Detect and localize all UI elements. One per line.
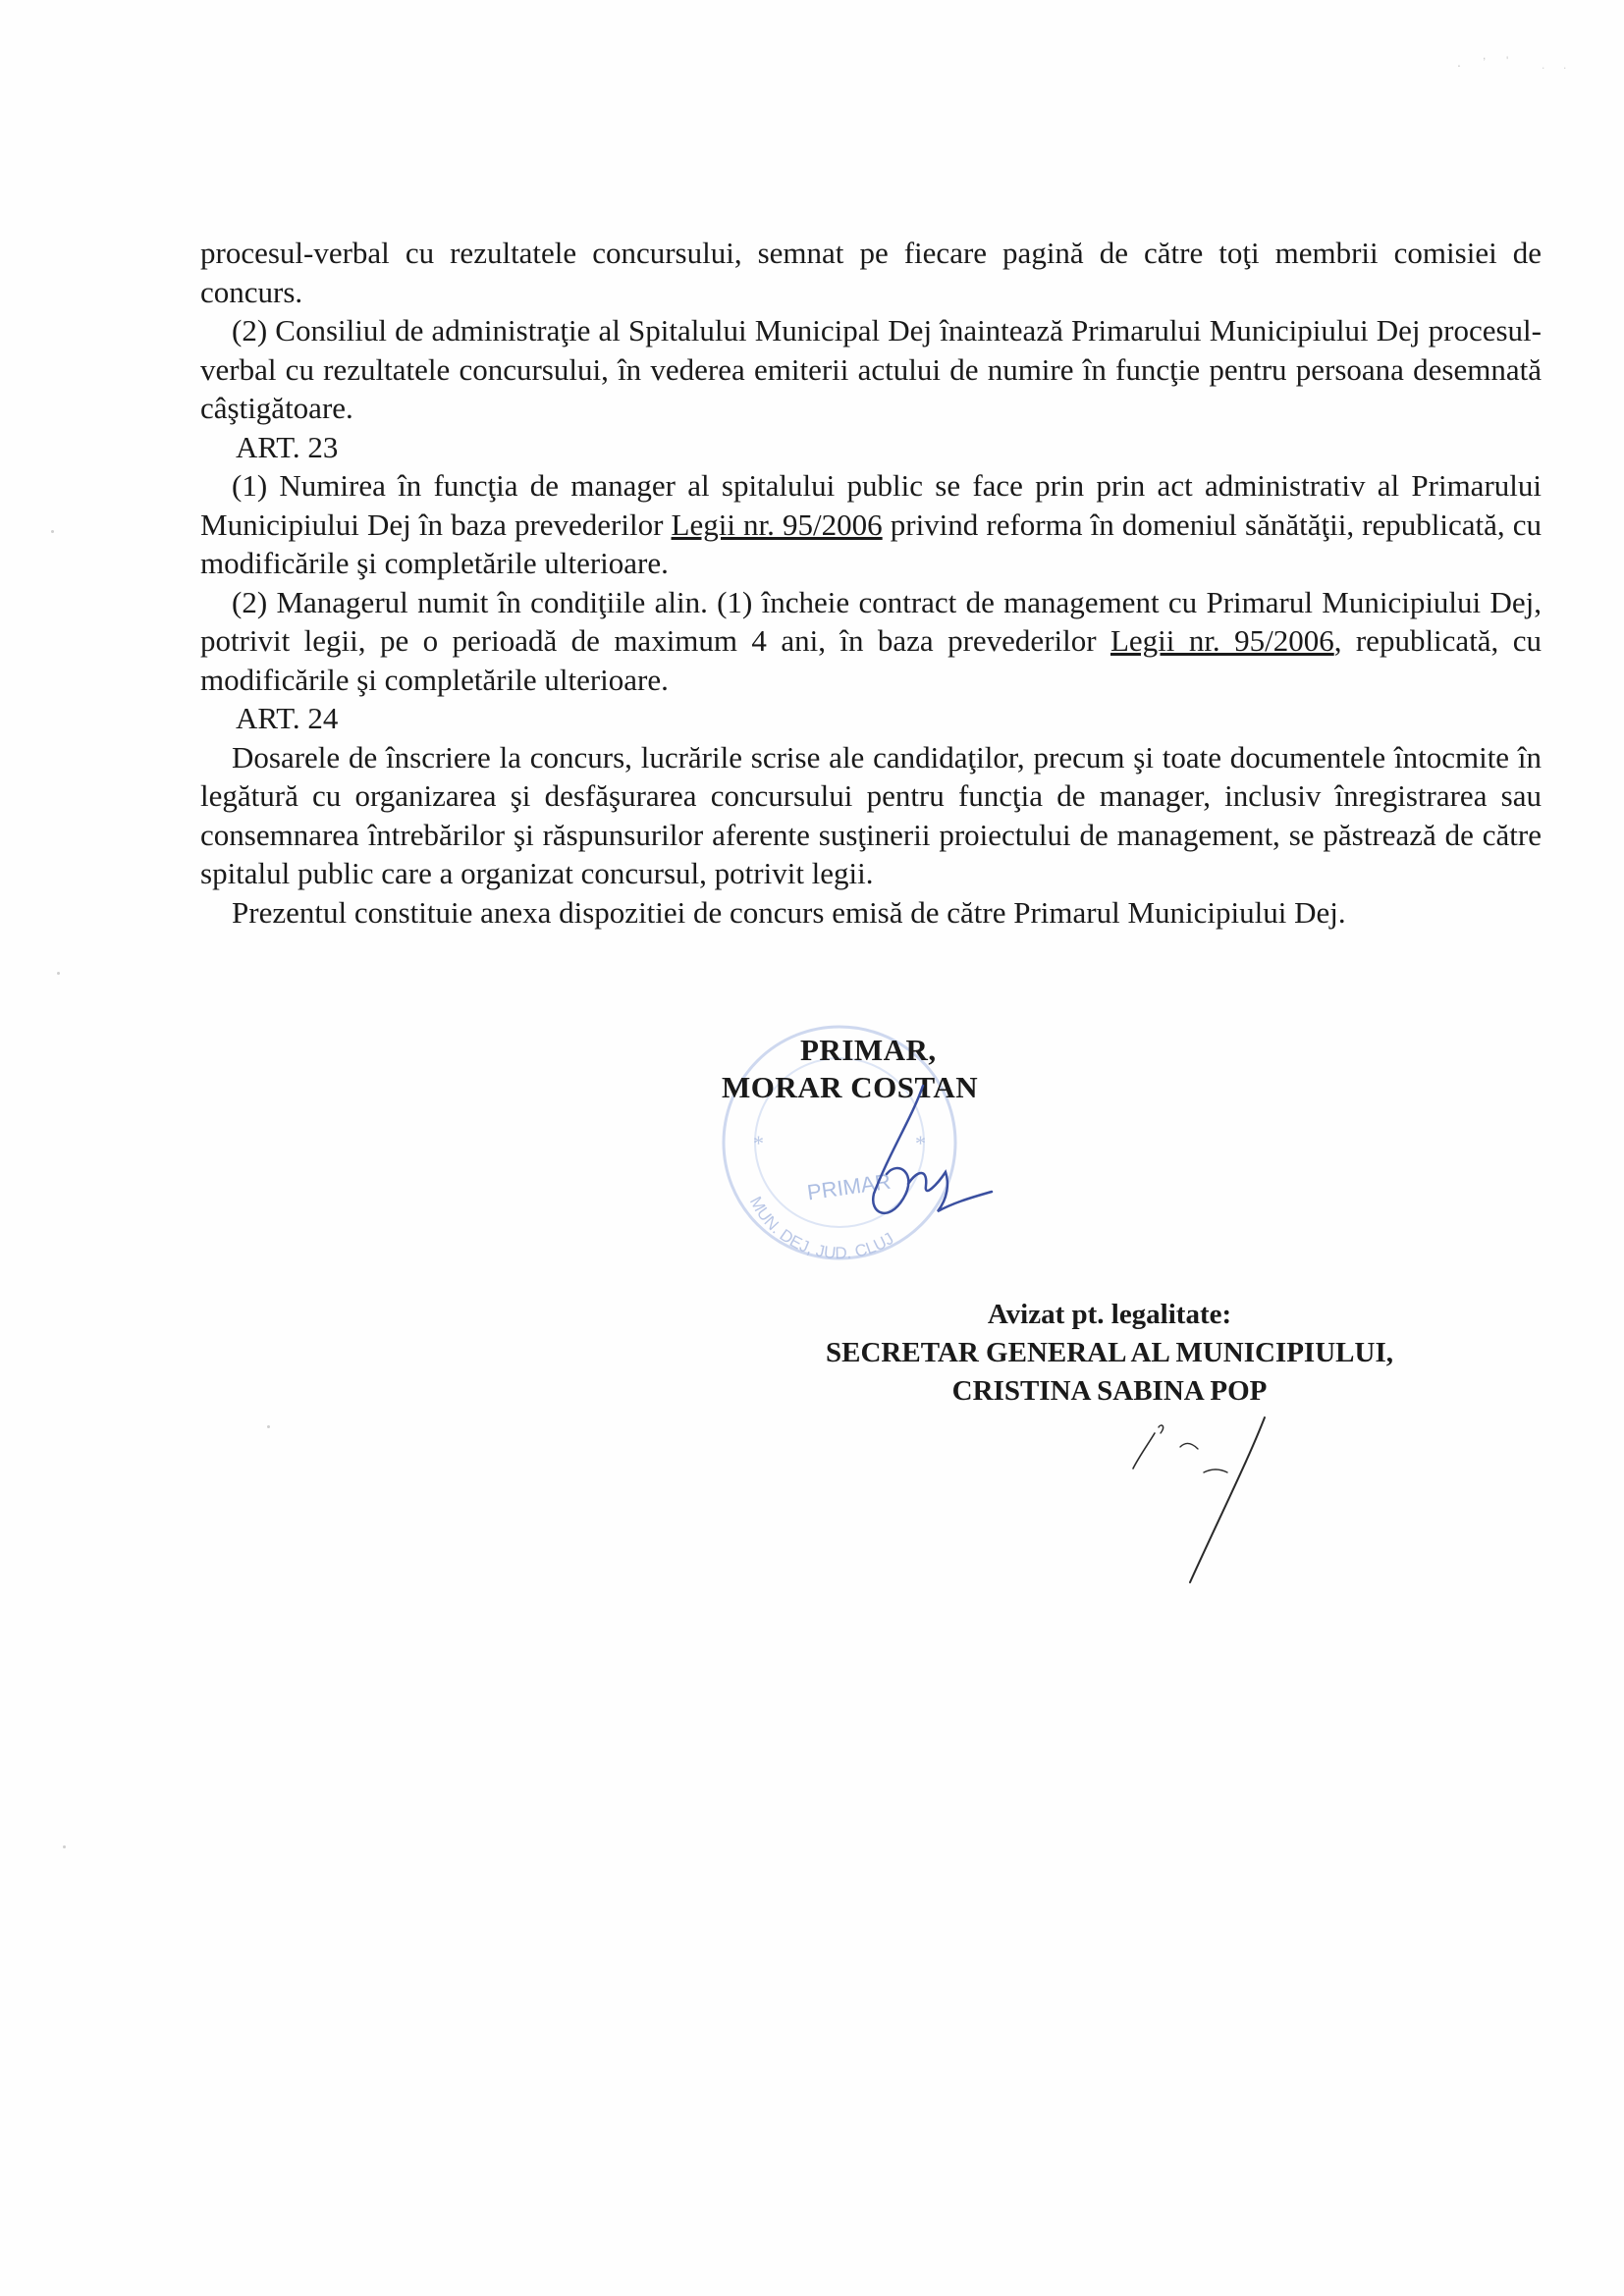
primar-name: MORAR COSTAN: [722, 1070, 979, 1104]
secretar-title: SECRETAR GENERAL AL MUNICIPIULUI,: [826, 1337, 1393, 1368]
scan-speck: [51, 530, 54, 533]
secretar-name: CRISTINA SABINA POP: [951, 1375, 1268, 1407]
article-heading-24: ART. 24: [236, 701, 339, 735]
scan-marks-icon: [1447, 39, 1585, 79]
text-span: , republicată, cu modificările şi completările ulterioare.: [200, 623, 1542, 697]
law-link-95-2006[interactable]: Legii nr. 95/2006: [1110, 623, 1334, 658]
stamp-text: PRIMAR: [805, 1168, 893, 1205]
paragraph-art23-alin2: [200, 583, 1542, 700]
text-span: (2) Managerul numit în condiţiile alin. (1) încheie contract de management cu Primarul Municipiului Dej, potrivit legii, pe o perioadă de maximum 4 ani, în baza prevederilor: [200, 584, 1542, 658]
article-heading-23: ART. 23: [236, 429, 339, 464]
paragraph-continuation: procesul-verbal cu rezultatele concursului, semnat pe fiecare pagină de către toţi membrii comisiei de concurs.: [200, 236, 1542, 309]
secretar-handwritten-signature-icon: [1110, 1414, 1306, 1590]
scan-speck: [63, 1845, 66, 1848]
avizat-legalitate-block: [746, 1296, 1473, 1411]
svg-text:.: .: [1457, 54, 1461, 70]
svg-text:': ': [1506, 54, 1509, 68]
stamp-lower-text: MUN. DEJ, JUD. CLUJ: [745, 1193, 897, 1263]
paragraph-art23-alin1: [200, 466, 1542, 583]
paragraph-art22-alin2: (2) Consiliul de administraţie al Spitalului Municipal Dej înaintează Primarului Municipiului Dej procesul-verbal cu rezultatele concursului, în vederea emiterii actului de numire în funcţie pentru persoana desemnată câştigătoare.: [200, 313, 1542, 425]
primar-title: PRIMAR,: [800, 1033, 937, 1067]
document-body: [200, 234, 1542, 932]
paragraph-annex-note: Prezentul constituie anexa dispozitiei de concurs emisă de către Primarul Municipiului Dej.: [232, 894, 1346, 930]
svg-text:.: .: [1542, 58, 1545, 72]
svg-text:,: ,: [1483, 48, 1487, 62]
text-span: (1) Numirea în funcţia de manager al spitalului public se face prin prin act administrativ al Primarului Municipiului Dej în baza prevederilor: [200, 468, 1542, 542]
primar-handwritten-signature-icon: [830, 1076, 1006, 1243]
paragraph-art24: Dosarele de înscriere la concurs, lucrările scrise ale candidaţilor, precum şi toate documentele întocmite în legătură cu organizarea şi desfăşurarea concursului pentru funcţia de manager, inclusiv înregistrarea sau consemnarea întrebărilor şi răspunsurilor aferente susţinerii proiectului de management, se păstrează de către spitalul public care a organizat concursul, potrivit legii.: [200, 739, 1542, 890]
primar-signature-block: [722, 1021, 1114, 1263]
text-span: privind reforma în domeniul sănătăţii, republicată, cu modificările şi completările ulterioare.: [200, 507, 1542, 580]
svg-text:.: .: [1563, 58, 1567, 72]
svg-text:*: *: [753, 1131, 764, 1155]
scan-speck: [267, 1425, 270, 1428]
svg-text:*: *: [915, 1131, 926, 1155]
law-link-95-2006[interactable]: Legii nr. 95/2006: [671, 507, 883, 542]
scan-speck: [57, 972, 60, 975]
avizat-label: Avizat pt. legalitate:: [987, 1299, 1232, 1330]
